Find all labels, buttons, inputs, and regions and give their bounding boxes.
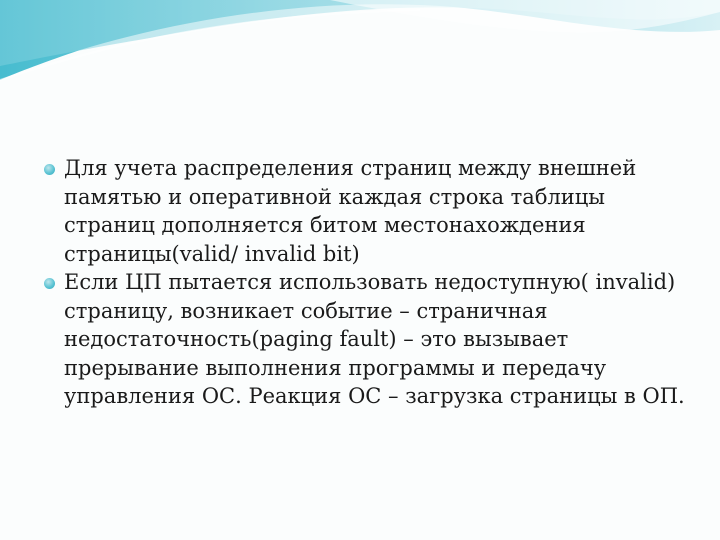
bullet-text: Для учета распределения страниц между внешней памятью и оперативной каждая строка таблицы страниц дополняется битом местонахождения страницы(valid/ invalid bit) — [64, 156, 637, 266]
bullet-dot-icon — [44, 164, 55, 175]
bullet-item — [44, 154, 694, 268]
header-wave-decoration — [0, 0, 720, 110]
bullet-dot-icon — [44, 278, 55, 289]
bullet-list — [44, 154, 694, 411]
bullet-item — [44, 268, 694, 411]
bullet-text: Если ЦП пытается использовать недоступную( invalid) страницу, возникает событие – страничная недостаточность(paging fault) – это вызывает прерывание выполнения программы и передачу управления ОС. Реакция ОС – загрузка страницы в ОП. — [64, 270, 685, 408]
